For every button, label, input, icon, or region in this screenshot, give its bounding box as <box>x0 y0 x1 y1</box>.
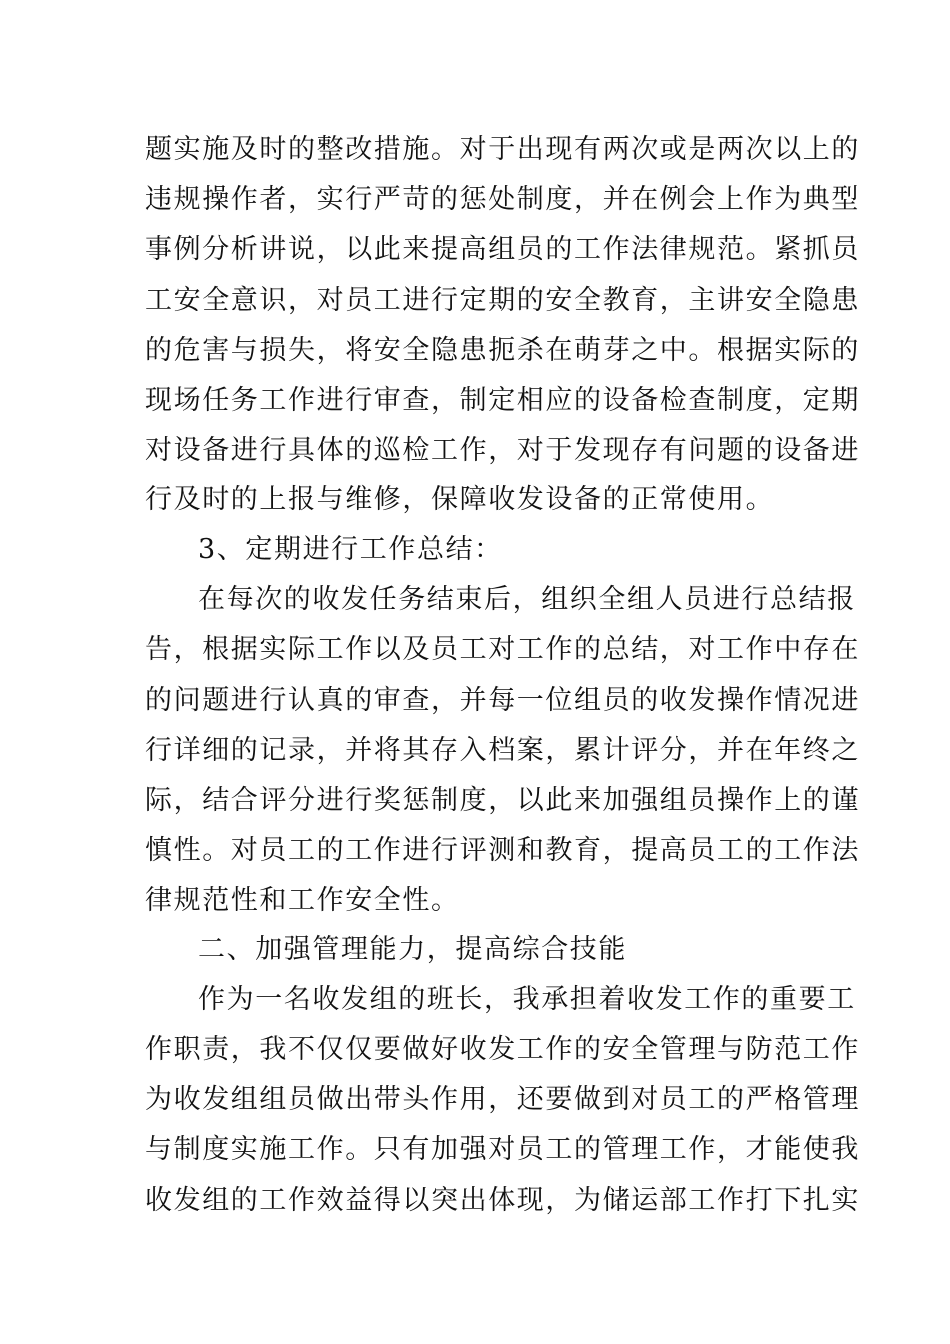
text-line: 现场任务工作进行审查，制定相应的设备检查制度，定期 <box>145 385 860 416</box>
text-line: 行及时的上报与维修，保障收发设备的正常使用。 <box>145 484 775 515</box>
text-line: 对设备进行具体的巡检工作，对于发现存有问题的设备进 <box>145 435 860 466</box>
text-line: 慎性。对员工的工作进行评测和教育，提高员工的工作法 <box>145 835 860 866</box>
section-heading: 3、定期进行工作总结： <box>198 534 503 565</box>
text-line: 在每次的收发任务结束后，组织全组人员进行总结报 <box>198 584 856 615</box>
text-line: 作职责，我不仅仅要做好收发工作的安全管理与防范工作 <box>145 1034 860 1065</box>
text-line: 为收发组组员做出带头作用，还要做到对员工的严格管理 <box>145 1084 860 1115</box>
text-line: 行详细的记录，并将其存入档案，累计评分，并在年终之 <box>145 735 860 766</box>
text-line: 收发组的工作效益得以突出体现，为储运部工作打下扎实 <box>145 1185 860 1216</box>
text-line: 工安全意识，对员工进行定期的安全教育，主讲安全隐患 <box>145 285 860 316</box>
text-line: 事例分析讲说，以此来提高组员的工作法律规范。紧抓员 <box>145 234 860 265</box>
text-line: 题实施及时的整改措施。对于出现有两次或是两次以上的 <box>145 134 860 165</box>
text-line: 际，结合评分进行奖惩制度，以此来加强组员操作上的谨 <box>145 785 860 816</box>
text-line: 违规操作者，实行严苛的惩处制度，并在例会上作为典型 <box>145 184 860 215</box>
section-heading: 二、加强管理能力，提高综合技能 <box>198 934 627 965</box>
text-line: 的问题进行认真的审查，并每一位组员的收发操作情况进 <box>145 685 860 716</box>
text-line: 与制度实施工作。只有加强对员工的管理工作，才能使我 <box>145 1134 860 1165</box>
text-line: 律规范性和工作安全性。 <box>145 885 460 916</box>
text-line: 作为一名收发组的班长，我承担着收发工作的重要工 <box>198 984 856 1015</box>
text-line: 告，根据实际工作以及员工对工作的总结，对工作中存在 <box>145 634 860 665</box>
text-line: 的危害与损失，将安全隐患扼杀在萌芽之中。根据实际的 <box>145 335 860 366</box>
